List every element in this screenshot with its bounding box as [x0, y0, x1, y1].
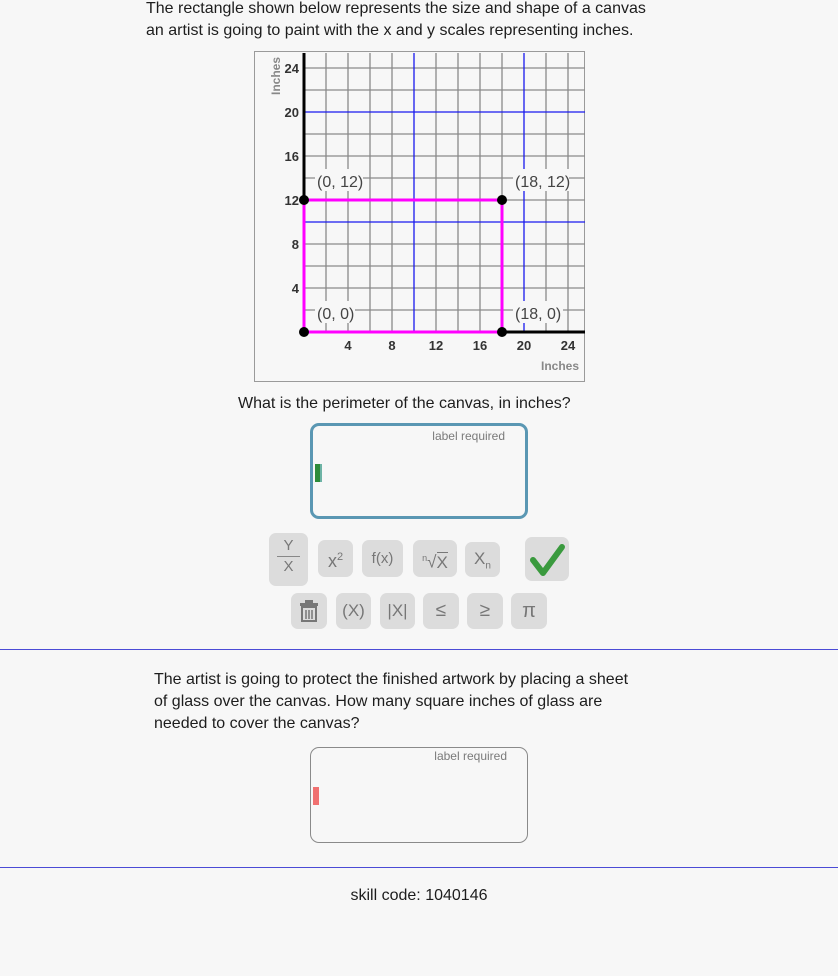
- prompt-line: The artist is going to protect the finished artwork by placing a sheet: [154, 671, 629, 688]
- area-answer-input[interactable]: [310, 747, 528, 843]
- submit-check-button[interactable]: [525, 537, 569, 581]
- svg-text:20: 20: [516, 338, 532, 353]
- greater-equal-button[interactable]: ≥: [467, 593, 503, 629]
- answer-label: label required: [432, 429, 505, 443]
- function-button[interactable]: f(x): [362, 540, 403, 577]
- absolute-value-button[interactable]: |X|: [380, 593, 415, 629]
- prompt-line: needed to cover the canvas?: [154, 715, 360, 732]
- section-divider: [0, 649, 838, 650]
- delete-button[interactable]: [291, 593, 327, 629]
- svg-text:(0, 12): (0, 12): [317, 174, 364, 191]
- svg-text:Inches: Inches: [540, 359, 579, 373]
- trash-icon: [291, 593, 327, 629]
- svg-text:8: 8: [388, 338, 396, 353]
- question1-text: What is the perimeter of the canvas, in inches?: [238, 395, 571, 412]
- question2-prompt: [154, 669, 714, 735]
- checkmark-icon: [525, 537, 569, 581]
- nth-root-button[interactable]: $^n$√X: [413, 540, 457, 577]
- svg-text:24: 24: [284, 61, 299, 76]
- fraction-button[interactable]: Y X: [269, 533, 308, 586]
- svg-text:16: 16: [284, 149, 299, 164]
- prompt-line: The rectangle shown below represents the size and shape of a canvas: [146, 0, 646, 17]
- svg-text:12: 12: [284, 193, 299, 208]
- prompt-line: of glass over the canvas. How many square inches of glass are: [154, 693, 603, 710]
- pi-button[interactable]: π: [511, 593, 547, 629]
- text-cursor: [315, 464, 320, 482]
- svg-text:24: 24: [560, 338, 576, 353]
- parentheses-button[interactable]: (X): [336, 593, 371, 629]
- svg-text:(18, 12): (18, 12): [515, 174, 571, 191]
- subscript-button[interactable]: $X_n$: [465, 542, 500, 577]
- less-equal-button[interactable]: ≤: [423, 593, 459, 629]
- coordinate-graph: [254, 51, 585, 382]
- svg-text:(0, 0): (0, 0): [317, 306, 355, 323]
- root-icon: √: [427, 552, 437, 572]
- perimeter-answer-input[interactable]: [310, 423, 528, 519]
- svg-text:8: 8: [291, 237, 299, 252]
- answer-label: label required: [434, 749, 507, 763]
- svg-text:(18, 0): (18, 0): [515, 306, 562, 323]
- svg-text:20: 20: [284, 105, 299, 120]
- svg-text:16: 16: [472, 338, 488, 353]
- svg-text:4: 4: [344, 338, 352, 353]
- square-button[interactable]: $x^2$: [318, 540, 353, 577]
- svg-text:4: 4: [291, 281, 299, 296]
- prompt-line: an artist is going to paint with the x and y scales representing inches.: [146, 22, 634, 39]
- svg-text:12: 12: [428, 338, 444, 353]
- section-divider: [0, 867, 838, 868]
- text-cursor: [313, 787, 319, 805]
- skill-code: skill code: 1040146: [350, 887, 488, 904]
- svg-text:Inches: Inches: [269, 56, 283, 95]
